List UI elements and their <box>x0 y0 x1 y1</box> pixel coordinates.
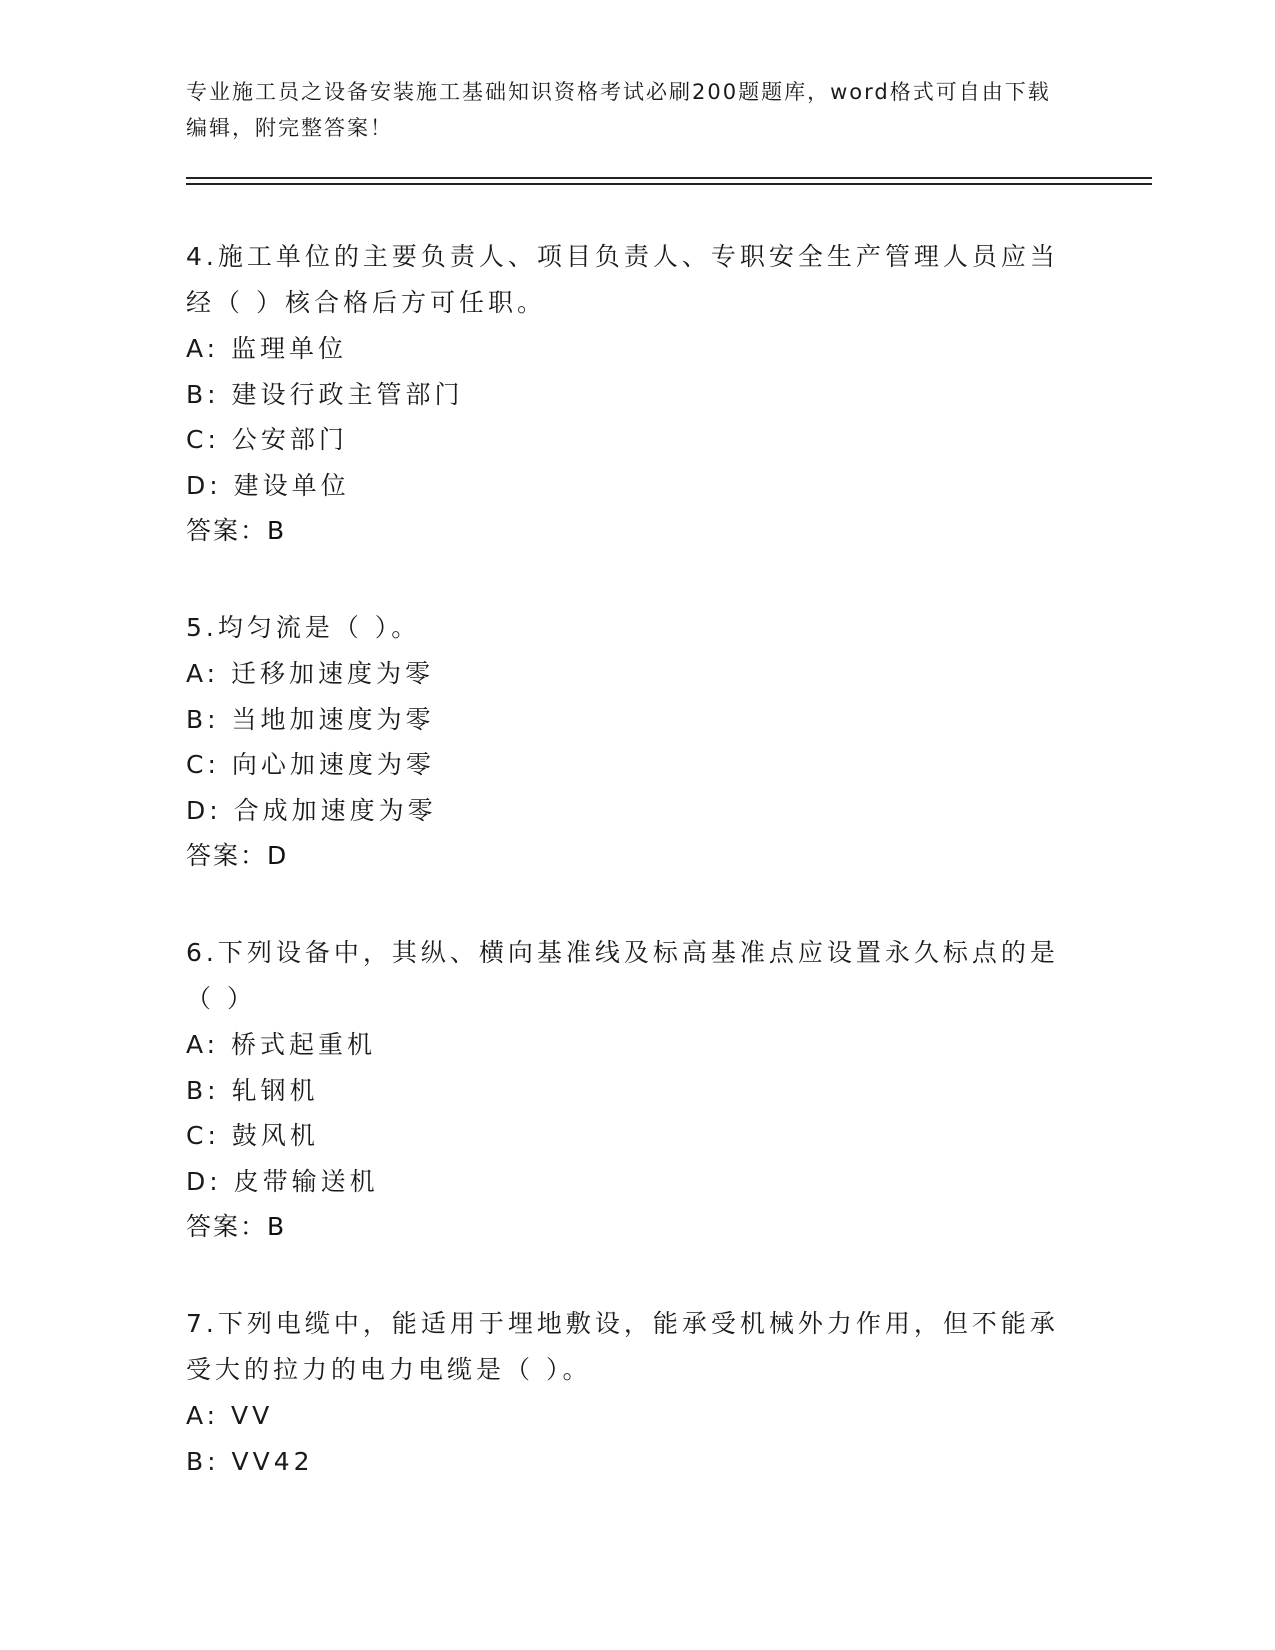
option-c: C: 公安部门 <box>186 425 348 454</box>
option-a: A: 迁移加速度为零 <box>186 659 435 688</box>
option-b: B: VV42 <box>186 1446 314 1476</box>
question-stem: 7.下列电缆中，能适用于埋地敷设，能承受机械外力作用，但不能承受大的拉力的电力电缆是（ ）。 <box>186 1309 1059 1384</box>
option-c: C: 向心加速度为零 <box>186 750 435 779</box>
question-stem: 5.均匀流是（ ）。 <box>186 613 421 642</box>
option-c: C: 鼓风机 <box>186 1121 319 1150</box>
option-b: B: 建设行政主管部门 <box>186 379 464 409</box>
header-divider-top <box>186 177 1152 179</box>
option-a: A: 桥式起重机 <box>186 1030 377 1059</box>
answer-label: 答案： <box>186 516 268 545</box>
question-4 <box>186 234 1066 554</box>
answer-value: B <box>267 516 287 545</box>
option-d: D: 合成加速度为零 <box>186 795 437 825</box>
answer-value: B <box>267 1212 287 1241</box>
answer-line <box>186 1204 1066 1250</box>
option-a: A: VV <box>186 1401 274 1430</box>
option-b: B: 轧钢机 <box>186 1075 319 1105</box>
answer-line <box>186 833 1066 879</box>
header-divider-bottom <box>186 183 1152 185</box>
option-d: D: 建设单位 <box>186 470 350 500</box>
question-7 <box>186 1301 1066 1484</box>
answer-value: D <box>267 841 289 870</box>
option-a: A: 监理单位 <box>186 334 348 363</box>
answer-line <box>186 508 1066 554</box>
question-6 <box>186 930 1066 1250</box>
question-stem: 6.下列设备中，其纵、横向基准线及标高基准点应设置永久标点的是（ ） <box>186 938 1059 1013</box>
question-5 <box>186 605 1066 879</box>
document-header: 专业施工员之设备安装施工基础知识资格考试必刷200题题库，word格式可自由下载编辑，附完整答案！ <box>186 80 1051 140</box>
option-d: D: 皮带输送机 <box>186 1166 379 1196</box>
question-list <box>186 234 1066 1535</box>
question-stem: 4.施工单位的主要负责人、项目负责人、专职安全生产管理人员应当经（ ）核合格后方可任职。 <box>186 242 1059 317</box>
answer-label: 答案： <box>186 841 268 870</box>
answer-label: 答案： <box>186 1212 268 1241</box>
option-b: B: 当地加速度为零 <box>186 704 435 734</box>
